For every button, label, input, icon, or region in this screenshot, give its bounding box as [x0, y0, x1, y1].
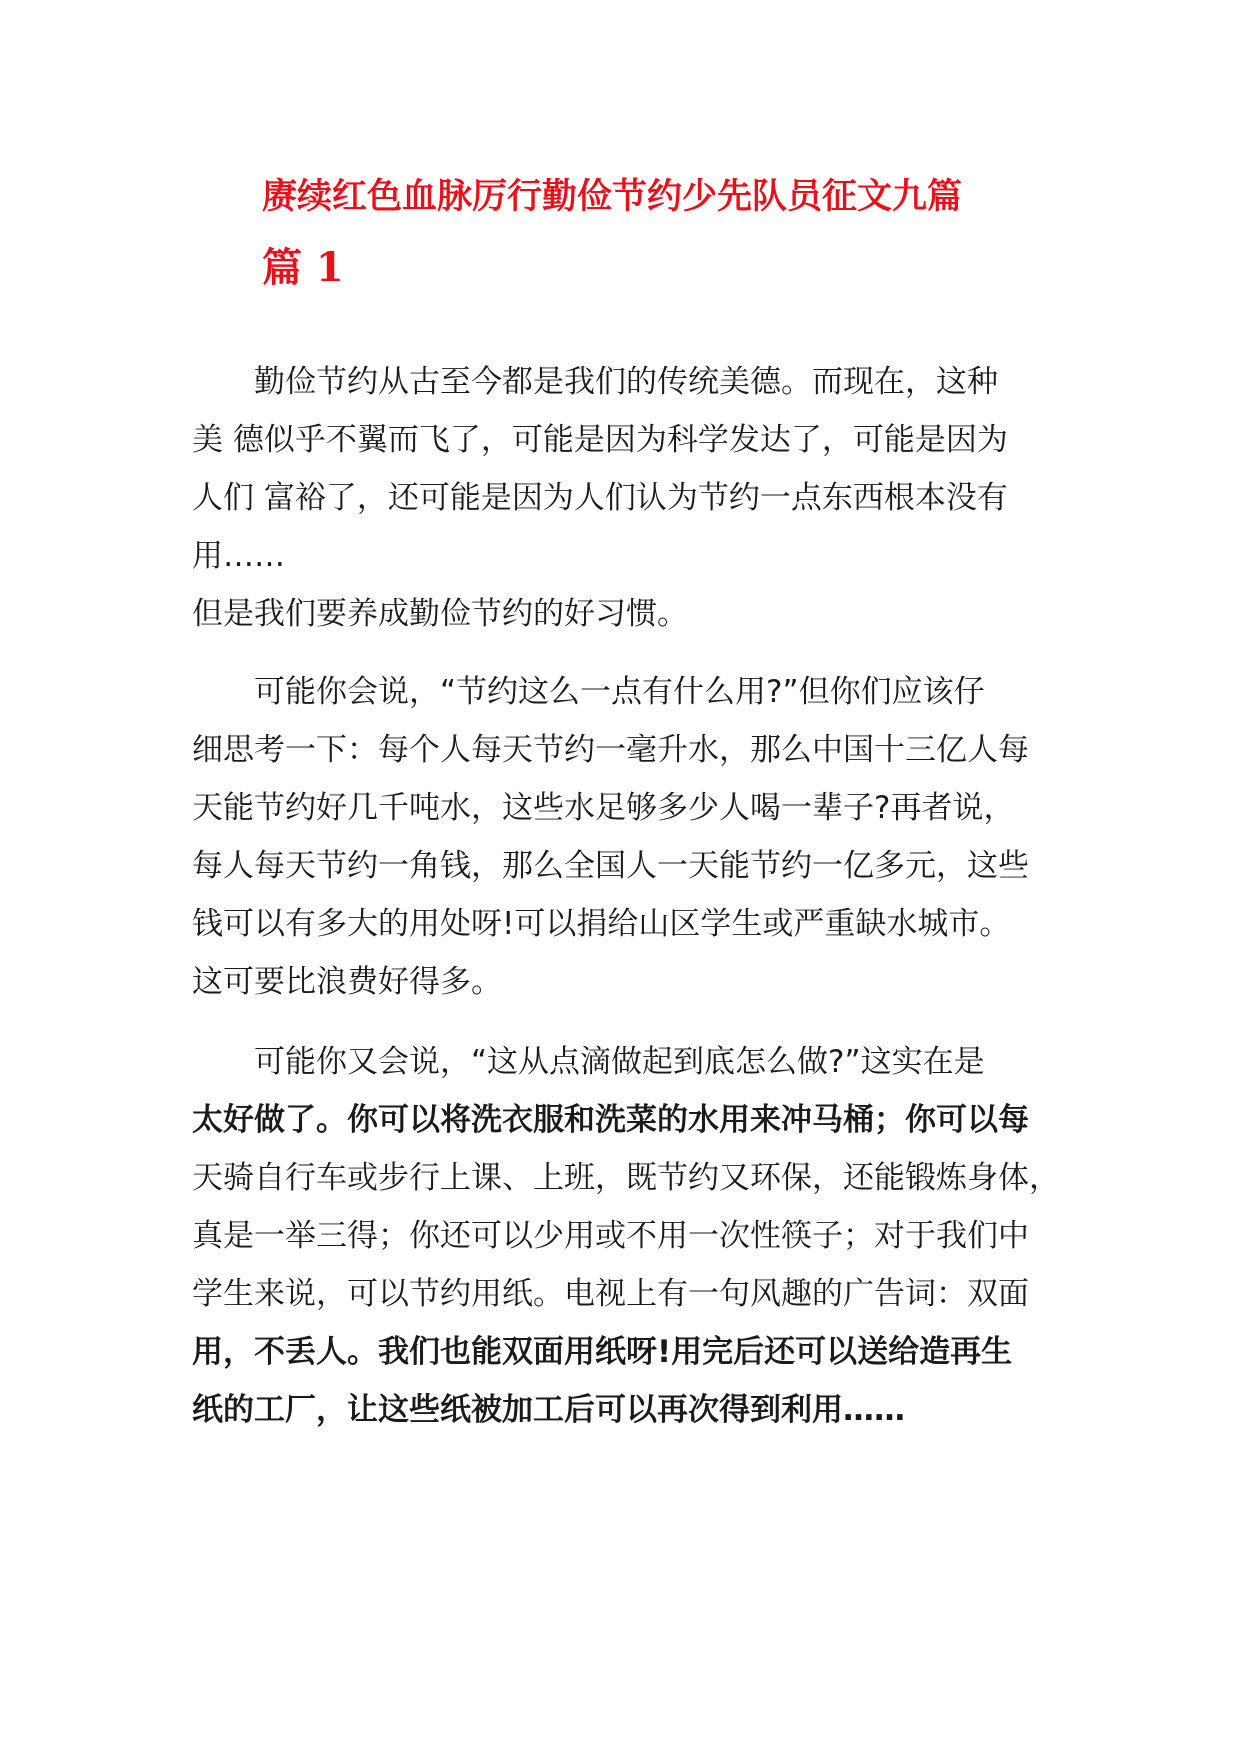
- paragraph-line: 人们 富裕了，还可能是因为人们认为节约一点东西根本没有: [192, 480, 1008, 516]
- paragraph-line: 学生来说，可以节约用纸。电视上有一句风趣的广告词：双面: [192, 1276, 1029, 1312]
- paragraph-line: 天骑自行车或步行上课、上班，既节约又环保，还能锻炼身体，: [192, 1160, 1060, 1196]
- paragraph-3: [192, 1033, 1072, 1439]
- paragraph-line: 用，不丢人。我们也能双面用纸呀!用完后还可以送给造再生: [192, 1334, 1013, 1370]
- paragraph-2: [192, 663, 1072, 1011]
- paragraph-line: 美 德似乎不翼而飞了，可能是因为科学发达了，可能是因为: [192, 422, 1008, 458]
- paragraph-line: 勤俭节约从古至今都是我们的传统美德。而现在，这种: [254, 364, 998, 400]
- paragraph-line: 太好做了。你可以将洗衣服和洗菜的水用来冲马桶；你可以每: [192, 1102, 1029, 1138]
- paragraph-line: 每人每天节约一角钱，那么全国人一天能节约一亿多元，这些: [192, 848, 1029, 884]
- paragraph-1: [192, 353, 1072, 643]
- paragraph-line: 天能节约好几千吨水，这些水足够多少人喝一辈子?再者说，: [192, 790, 1015, 826]
- paragraph-line: 可能你又会说，“这从点滴做起到底怎么做?”这实在是: [254, 1044, 985, 1080]
- paragraph-line: 细思考一下：每个人每天节约一毫升水，那么中国十三亿人每: [192, 732, 1029, 768]
- paragraph-line: 钱可以有多大的用处呀!可以捐给山区学生或严重缺水城市。: [192, 906, 1011, 942]
- paragraph-line: 可能你会说，“节约这么一点有什么用?”但你们应该仔: [254, 674, 985, 710]
- paragraph-line: 真是一举三得；你还可以少用或不用一次性筷子；对于我们中: [192, 1218, 1029, 1254]
- document-title: 赓续红色血脉厉行勤俭节约少先队员征文九篇: [262, 176, 963, 217]
- paragraph-line: 纸的工厂，让这些纸被加工后可以再次得到利用……: [192, 1392, 905, 1428]
- paragraph-line: 但是我们要养成勤俭节约的好习惯。: [192, 596, 688, 632]
- paragraph-line: 这可要比浪费好得多。: [192, 964, 502, 1000]
- paragraph-line: 用……: [192, 538, 285, 574]
- section-heading: 篇 1: [262, 244, 344, 291]
